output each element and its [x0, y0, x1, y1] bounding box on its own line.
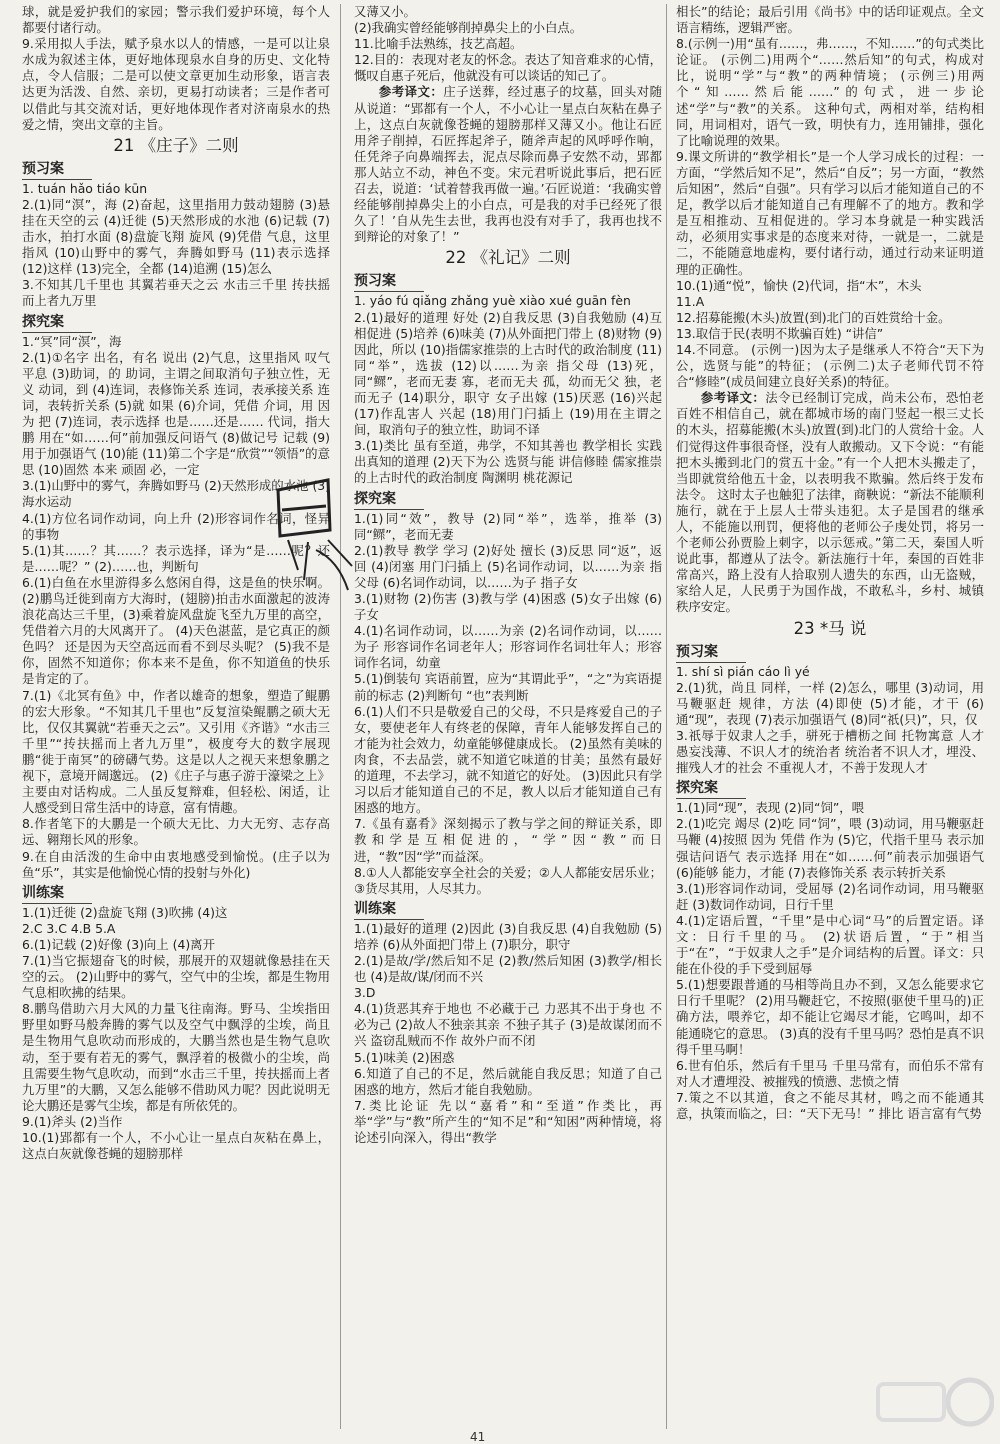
answer-paragraph: [22, 1130, 330, 1162]
answer-paragraph: [676, 680, 984, 728]
paragraph-text: 3.不知其几千里也 其翼若垂天之云 水击三千里 抟扶摇而上者九万里: [22, 277, 330, 309]
paragraph-text: 6.(1)人们不只是敬爱自己的父母，不只是疼爱自己的子女，要使老年人有终老的保障，青年人能够发挥自己的才能为社会效力，幼童能够健康成长。 (2)虽然有美味的肉食，不去品尝，就不知道它味道的甘美；虽然有最好的道理，不去学习，就不知道它的好处。 (3)因此只有学习以后才能知道自己的不足，教人以后才能知道自己有困惑的地方。: [354, 703, 662, 816]
answer-paragraph: [354, 1066, 662, 1098]
answer-paragraph: [22, 181, 330, 197]
paragraph-text: 1.(1)最好的道理 (2)因此 (3)自我反思 (4)自我勉励 (5)培养 (6)从外面把门带上 (7)职分，职守: [354, 920, 662, 952]
paragraph-text: 4.(1)货恶其弃于地也 不必藏于己 力恶其不出于身也 不必为己 (2)故人不独亲其亲 不独子其子 (3)是故谋闭而不兴 盗窃乱贼而不作 故外户而不闭: [354, 1001, 662, 1049]
answer-paragraph: [22, 334, 330, 350]
answer-paragraph: [354, 310, 662, 439]
paragraph-text: 3.(1)形容词作动词，受屈辱 (2)名词作动词，用马鞭驱赶 (3)数词作动词，日行千里: [676, 880, 984, 912]
paragraph-text: 5.(1)倒装句 宾语前置，应为“其谓此乎”，“之”为宾语提前的标志 (2)判断句 “也”表判断: [354, 671, 662, 703]
answer-paragraph: [22, 277, 330, 309]
watermark-logo: [874, 1372, 994, 1432]
paragraph-text: 探究案: [22, 313, 64, 330]
answer-paragraph: [354, 438, 662, 486]
paragraph-text: 12.招募能搬(木头)放置(到)北门的百姓赏给十金。: [676, 309, 951, 325]
paragraph-text: 7.(1)当它振翅奋飞的时候，那展开的双翅就像悬挂在天空的云。 (2)山野中的雾气，空气中的尘埃，都是生物用气息相吹拂的结果。: [22, 952, 330, 1001]
answer-paragraph: [22, 937, 330, 953]
section-heading: [354, 490, 662, 510]
answer-paragraph: [354, 921, 662, 953]
answer-paragraph: [354, 543, 662, 591]
paragraph-text: 1.(1)同“效”，教导 (2)同“举”，选举，推举 (3)同“鳏”，老而无妻: [354, 510, 662, 542]
answer-paragraph: [354, 36, 662, 52]
answer-paragraph: [22, 511, 330, 543]
paragraph-text: 1. tuán hǎo tiáo kūn: [22, 180, 148, 196]
answer-paragraph: [676, 881, 984, 913]
paragraph-text: (2)我确实曾经能够削掉鼻尖上的小白点。: [354, 20, 583, 36]
answer-paragraph: [22, 575, 330, 688]
answer-paragraph: [676, 1090, 984, 1122]
paragraph-text: 球，就是爱护我们的家园；警示我们爱护环境，每个人都要付诸行动。: [22, 4, 330, 36]
answer-paragraph: [676, 326, 984, 342]
paragraph-text: 14.不同意。 (示例一)因为太子是继承人不符合“天下为公，选贤与能”的特征； (示例二)太子老师代罚不符合“修睦”(成员间建立良好关系)的特征。: [676, 341, 984, 390]
paragraph-text: 7.(1)《北冥有鱼》中，作者以雄奇的想象，塑造了鲲鹏的宏大形象。“不知其几千里也”反复渲染鲲鹏之硕大无比，仅仅其翼就“若垂天之云”。又引用《齐谐》“水击三千里”“抟扶摇而上者九万里”，极度夸大的数字展现鹏“徙于南冥”的磅礴气势。这是以人之视天来想象鹏之视下，意境开阔邈远。 (2)《庄子与惠子游于濠梁之上》主要由对话构成。二人虽反复辩难，但轻松、闲适，让人感受到日常生活中的诗意，富有情趣。: [22, 687, 330, 816]
paragraph-text: 2.(1)是故/学/然后知不足 (2)教/然后知困 (3)教学/相长也 (4)是故/谋/闭而不兴: [354, 952, 662, 985]
paragraph-text: 9.采用拟人手法，赋予泉水以人的情感，一是可以让泉水成为叙述主体，更好地体现泉水自身的历史、文化特点，令人信服；二是可以使文章更加生动形象，语言表达更为活泼、自然、亲切，更易打动读者；三是作者可以借此与其交流对话，更好地体现作者对济南泉水的热爱之情，突出文章的主旨。: [22, 36, 330, 132]
paragraph-text: 23 *马 说: [793, 618, 867, 638]
answer-paragraph: [22, 921, 330, 937]
answer-paragraph: [22, 905, 330, 921]
paragraph-text: 4.(1)定语后置，“千里”是中心词“马”的后置定语。译文：日行千里的马。 (2)状语后置，“于”相当于“在”，“于奴隶人之手”是介词结构的后置。译文：只能在仆役的手下受到屈辱: [676, 912, 984, 977]
lesson-title: [354, 247, 662, 269]
answer-paragraph: [354, 1098, 662, 1146]
paragraph-text: 3.(1)财物 (2)伤害 (3)教与学 (4)困惑 (5)女子出嫁 (6)子女: [354, 591, 662, 623]
paragraph-text: 探究案: [676, 780, 718, 797]
answer-paragraph: [354, 865, 662, 897]
answer-paragraph: [354, 511, 662, 543]
paragraph-text: 6.世有伯乐，然后有千里马 千里马常有，而伯乐不常有 对人才遭埋没、被摧残的愤懑、悲愤之情: [676, 1057, 984, 1089]
paragraph-text: 9.在自由活泼的生命中由衷地感受到愉悦。(庄子以为鱼“乐”，其实是他愉悦心情的投射与外化): [22, 848, 330, 880]
lesson-title: [676, 618, 984, 640]
answer-paragraph: [676, 800, 984, 816]
paragraph-text: 1.(1)迁徙 (2)盘旋飞翔 (3)吹拂 (4)这: [22, 904, 228, 920]
answer-paragraph: [354, 671, 662, 703]
answer-paragraph: [354, 704, 662, 817]
paragraph-text: 21 《庄子》二则: [113, 135, 239, 155]
paragraph-text: 9.(1)斧头 (2)当作: [22, 1113, 123, 1129]
section-heading: [22, 313, 330, 333]
answer-paragraph: [676, 294, 984, 310]
paragraph-text: 训练案: [354, 900, 396, 917]
paragraph-text: 2.(1)同“溟”，海 (2)奋起，这里指用力鼓动翅膀 (3)悬挂在天空的云 (4)迁徙 (5)天然形成的水池 (6)记载 (7)击水，拍打水面 (8)盘旋飞翔 旋风 (9)凭借 气息，这里指风 (10)山野中的雾气，奔腾如野马 (11)表示选择 (12)这样 (13)完全，全都 (14)追溯 (15)怎么: [22, 196, 330, 277]
section-heading: [676, 643, 984, 663]
answer-paragraph: [676, 1058, 984, 1090]
lesson-title: [22, 135, 330, 157]
paragraph-text: 2.(1)教导 教学 学习 (2)好处 擅长 (3)反思 同“返”，返回 (4)闭塞 用门闩插上 (5)名词作动词，以……为亲 指父母 (6)名词作动词，以……为子 指子女: [354, 542, 662, 590]
answer-paragraph: [354, 623, 662, 671]
paragraph-text: 6.知道了自己的不足，然后就能自我反思；知道了自己困惑的地方，然后才能自我勉励。: [354, 1065, 662, 1097]
paragraph-text: 2.(1)犹，尚且 同样，一样 (2)怎么，哪里 (3)动词，用马鞭驱赶 规律，方法 (4)即使 (5)才能，才干 (6)通“现”，表现 (7)表示加强语气 (8)同“祇(只)”，只，仅: [676, 679, 984, 727]
column-left: [22, 4, 330, 1429]
answer-paragraph: [676, 310, 984, 326]
paragraph-text: 1. shí sì pián cáo lì yé: [676, 663, 810, 679]
paragraph-text: 庄子送葬，经过惠子的坟墓，回头对随从说道：“郢都有一个人，不小心让一星点白灰粘在鼻子上，这点白灰就像苍蝇的翅膀那样又薄又小。他让石匠用斧子削掉，石匠挥起斧子，随斧声起的风呼呼作响，任凭斧子向鼻端挥去，泥点尽除而鼻子安然不动，郢都那人站立不动，神色不变。宋元君听说此事后，把石匠召去，说道：‘试着替我再做一遍。’石匠说道：‘我确实曾经能够削掉鼻尖上的小白点，可是我的对手已经死了很久了！’自从先生去世，我再也没有对手了，我再也找不到辩论的对象了！”: [354, 84, 662, 245]
paragraph-text: 训练案: [22, 884, 64, 901]
answer-paragraph: [354, 84, 662, 245]
paragraph-text: 2.C 3.C 4.B 5.A: [22, 920, 116, 936]
section-heading: [354, 900, 662, 920]
answer-paragraph: [22, 816, 330, 848]
paragraph-text: 5.(1)味美 (2)困惑: [354, 1049, 455, 1065]
answer-paragraph: [354, 1001, 662, 1049]
paragraph-text: 8.①人人都能安享全社会的关爱；②人人都能安居乐业；③货尽其用，人尽其力。: [354, 864, 662, 896]
paragraph-text: 6.(1)记载 (2)好像 (3)向上 (4)离开: [22, 936, 215, 952]
answer-paragraph: [22, 36, 330, 133]
answer-paragraph: [354, 953, 662, 985]
paragraph-text: 4.(1)名词作动词，以……为亲 (2)名词作动词，以……为子 形容词作名词老年人；形容词作名词壮年人；形容词作名词，幼童: [354, 623, 662, 671]
paragraph-text: 8.(示例一)用“虽有……，弗……，不知……”的句式类比论证。 (示例二)用两个“……然后知”的句式，构成对比，说明“学”与“教”的两种情境； (示例三)用两个“知……然后能……”的句式，进一步论述“学”与“教”的关系。 这种句式，两相对举，结构相同，用词相对，语气一致，明快有力，连用铺排，强化了比喻说理的效果。: [676, 36, 984, 148]
column-right: [676, 4, 984, 1429]
paragraph-text: 2.(1)吃完 竭尽 (2)吃 同“饲”，喂 (3)动词，用马鞭驱赶 马鞭 (4)按照 因为 凭借 作为 (5)它，代指千里马 表示加强诘问语气 表示选择 用在“如……何”前表示加强语气 (6)能够 能力，才能 (7)表修饰关系 表示转折关系: [676, 816, 984, 880]
paragraph-text: 又薄又小。: [354, 4, 416, 19]
paragraph-text: 1. yáo fú qiǎng zhǎng yuè xiào xué guān fèn: [354, 293, 631, 309]
answer-paragraph: [676, 816, 984, 880]
page-number: 41: [470, 1430, 486, 1444]
paragraph-text: 9.课文所讲的“教学相长”是一个人学习成长的过程：一方面，“学然后知不足”，然后“自反”；另一方面，“教然后知困”，然后“自强”。只有学习以后才能知道自己的不足，教学以后才能知道自己有理解不了的地方。教和学是互相推动、互相促进的。学习本身就是一种实践活动，必须用实事求是的态度来对待，一就是一，二就是二，不能随意地虚构，要付诸行动，通过行动来证明道理的正确性。: [676, 148, 984, 277]
answer-paragraph: [676, 664, 984, 680]
paragraph-text: 11.A: [676, 293, 705, 309]
answer-paragraph: [354, 816, 662, 864]
paragraph-text: 3.D: [354, 985, 376, 1001]
paragraph-text: 预习案: [354, 273, 396, 290]
paragraph-text: 预习案: [676, 643, 718, 660]
paragraph-text: 2.(1)最好的道理 好处 (2)自我反思 (3)自我勉励 (4)互相促进 (5)培养 (6)味美 (7)从外面把门带上 (8)财物 (9)因此，所以 (10)指儒家推崇的上古时代的政治制度 (11)同“举”，选拔 (12)以……为亲 指父母 (13)死，同“鳏”，老而无妻 寡，老而无夫 孤，幼而无父 独，老而无子 (14)职分，职守 女子出嫁 (15)厌恶 (16)兴起 (17)作乱害人 兴起 (18)用门闩插上 (19)用在主谓之间，取消句子的独立性，助词不译: [354, 309, 662, 438]
answer-paragraph: [676, 728, 984, 776]
answer-paragraph: [676, 977, 984, 1057]
answer-paragraph: [22, 953, 330, 1001]
answer-paragraph: [22, 1114, 330, 1130]
paragraph-text: 8.作者笔下的大鹏是一个硕大无比、力大无穷、志存高远、翱翔长风的形象。: [22, 816, 330, 848]
paragraph-text: 11.比喻手法熟练，技艺高超。: [354, 36, 523, 52]
column-divider: [340, 4, 341, 1429]
paragraph-text: 6.(1)白鱼在水里游得多么悠闲自得，这是鱼的快乐啊。 (2)鹏鸟迁徙到南方大海时，(翅膀)拍击水面激起的波涛浪花高达三千里，(3)乘着旋风盘旋飞至九万里的高空，凭借着六月的大风离开了。 (4)天色湛蓝，是它真正的颜色吗？ 还是因为天空高远而看不到尽头呢？ (5)我不是你，固然不知道你；你本来不是鱼，你不知道鱼的快乐是肯定的了。: [22, 574, 330, 687]
answer-paragraph: [676, 913, 984, 977]
paragraph-text: 5.(1)想要跟普通的马相等尚且办不到，又怎么能要求它日行千里呢？ (2)用马鞭赶它，不按照(驱使千里马的)正确方法，喂养它，却不能让它竭尽才能，它鸣叫，却不能通晓它的意思。 (3)真的没有千里马吗？恐怕是真不识得千里马啊！: [676, 977, 984, 1057]
section-heading: [22, 884, 330, 904]
column-divider: [666, 4, 667, 1429]
answer-paragraph: [354, 52, 662, 84]
paragraph-text: 22 《礼记》二则: [445, 248, 571, 268]
paragraph-text: 3.祇辱于奴隶人之手，骈死于槽枥之间 托物寓意 人才 愚妄浅薄、不识人才的统治者 统治者不识人才，埋没、摧残人才的社会 不重视人才，不善于发现人才: [676, 727, 984, 776]
translation-label: 参考译文：: [700, 390, 766, 406]
paragraph-text: 5.(1)其……？其……？表示选择，译为“是……呢？还是……呢？” (2)……也，判断句: [22, 542, 330, 574]
answer-paragraph: [22, 350, 330, 479]
paragraph-text: 7.《虽有嘉肴》深刻揭示了教与学之间的辩证关系，即教和学是互相促进的，“学”因“教”而日进，“教”因“学”而益深。: [354, 816, 662, 864]
answer-paragraph: [676, 36, 984, 149]
section-heading: [22, 160, 330, 180]
paragraph-text: 3.(1)山野中的雾气，奔腾如野马 (2)天然形成的水池 (3)海水运动: [22, 478, 330, 510]
answer-paragraph: [676, 390, 984, 615]
answer-paragraph: [676, 149, 984, 278]
answer-paragraph: [22, 197, 330, 277]
section-heading: [354, 272, 662, 292]
paragraph-text: 10.(1)通“悦”，愉快 (2)代词，指“木”，木头: [676, 277, 922, 293]
section-heading: [676, 779, 984, 799]
paragraph-text: 4.(1)方位名词作动词，向上升 (2)形容词作名词，怪异的事物: [22, 510, 330, 542]
answer-paragraph: [22, 478, 330, 510]
answer-paragraph: [354, 591, 662, 623]
answer-paragraph: [22, 688, 330, 817]
answer-paragraph: [676, 4, 984, 36]
paragraph-text: 预习案: [22, 160, 64, 177]
paragraph-text: 12.目的：表现对老友的怀念。表达了知音难求的心情，慨叹自惠子死后，他就没有可以谈话的知己了。: [354, 52, 662, 84]
answer-page: [22, 4, 984, 1429]
paragraph-text: 相长”的结论；最后引用《尚书》中的话印证观点。全文语言精练，逻辑严密。: [676, 4, 984, 36]
paragraph-text: 7.类比论证 先以“嘉肴”和“至道”作类比，再举“学”与“教”所产生的“知不足”和“知困”两种情境，将论述引向深入，得出“教学: [354, 1097, 662, 1145]
paragraph-text: 法令已经制订完成，尚未公布，恐怕老百姓不相信自己，就在都城市场的南门竖起一根三丈长的木头，招募能搬(木头)放置(到)北门的人赏给十金。人们觉得这件事很奇怪，没有人敢搬动。又下令说：“有能把木头搬到北门的赏五十金。”有一个人把木头搬走了，当即就赏给他五十金，以表明我不欺骗。然后终于发布法令。 这时太子也触犯了法律，商鞅说：“新法不能顺利施行，就在于上层人士带头违犯。太子是国君的继承人，不能施以刑罚，便将他的老师公子虔处罚，将另一个老师公孙贾脸上刺字，以示惩戒。”第二天，秦国人听说此事，都遵从了法令。新法施行十年，秦国的百姓非常高兴，路上没有人拾取别人遗失的东西，山无盗贼，家给人足，人民勇于为国作战，不敢私斗，乡村、城镇秩序安定。: [676, 390, 984, 615]
paragraph-text: 7.策之不以其道，食之不能尽其材，鸣之而不能通其意，执策而临之，曰：“天下无马！” 排比 语言富有气势: [676, 1089, 984, 1121]
column-middle: [354, 4, 662, 1429]
answer-paragraph: [354, 1050, 662, 1066]
answer-paragraph: [676, 342, 984, 390]
answer-paragraph: [22, 4, 330, 36]
paragraph-text: 1.(1)同“现”，表现 (2)同“饲”，喂: [676, 800, 865, 816]
paragraph-text: 探究案: [354, 490, 396, 507]
paragraph-text: 1.“冥”同“溟”，海: [22, 333, 122, 349]
paragraph-text: 10.(1)郢都有一个人，不小心让一星点白灰粘在鼻上，这点白灰就像苍蝇的翅膀那样: [22, 1130, 330, 1162]
paragraph-text: 13.取信于民(表明不欺骗百姓) “讲信”: [676, 325, 884, 341]
answer-paragraph: [22, 849, 330, 881]
answer-paragraph: [354, 4, 662, 20]
answer-paragraph: [354, 985, 662, 1001]
answer-paragraph: [354, 293, 662, 309]
answer-paragraph: [676, 278, 984, 294]
paragraph-text: 3.(1)类比 虽有至道，弗学，不知其善也 教学相长 实践出真知的道理 (2)天下为公 选贤与能 讲信修睦 儒家推崇的上古时代的政治制度 陶渊明 桃花源记: [354, 438, 662, 486]
answer-paragraph: [22, 1001, 330, 1114]
paragraph-text: 8.鹏鸟借助六月大风的力量飞往南海。野马、尘埃指田野里如野马般奔腾的雾气以及空气中飘浮的尘埃，尚且是生物用气息吹动而形成的，大鹏当然也是生物气息吹动，至于要有若无的雾气，飘浮着的极微小的尘埃，尚且需要生物气息吹动，而到“水击三千里，抟扶摇而上者九万里”的大鹏，又怎么能够不借助风力呢？因此说明无论大鹏还是雾气尘埃，都是有所依凭的。: [22, 1001, 330, 1113]
paragraph-text: 2.(1)①名字 出名，有名 说出 (2)气息，这里指风 叹气 平息 (3)助词，的 助词，主谓之间取消句子独立性，无义 动词，到 (4)连词，表修饰关系 连词，表承接关系 连词，表转折关系 (5)就 如果 (6)介词，凭借 介词，用 因为 把 (7)连词，表示选择 也是……还是…… 代词，指大鹏 用在“如……何”前加强反问语气 (8)做记号 记载 (9)用于加强语气 (10)能 (11)第二个字是“欣赏”“领悟”的意思 (10)固然 本来 顽固 必，一定: [22, 349, 330, 478]
answer-paragraph: [354, 20, 662, 36]
answer-paragraph: [22, 543, 330, 575]
translation-label: 参考译文：: [378, 84, 444, 100]
